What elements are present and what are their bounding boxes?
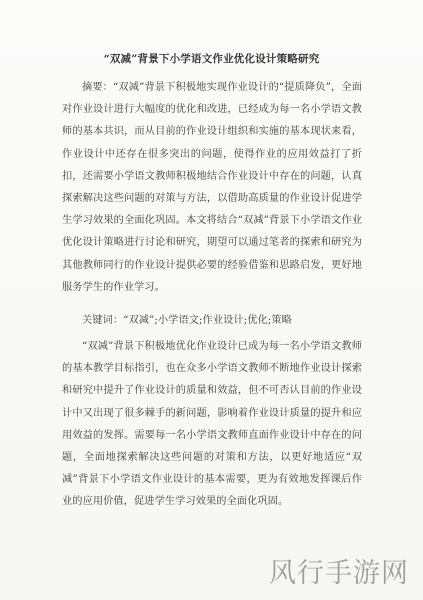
keywords-line: 关键词：“双减”;小学语文;作业设计;优化;策略 [82,315,292,326]
body-paragraph: “双减”背景下积极地优化作业设计已成为每一名小学语文教师的基本教学目标指引，也在众多小学语文教师不断地作业设计探索和研究中提升了作业设计的质量和效益，但不可否认目前的作业设计中又出现了很多棘手的新问题，影响着作业设计质量的提升和应用效益的发挥。需要每一名小学语文教师直面作业设计中存在的问题，全面地探索解决这些问题的对策和方法，以更好地适应“双减”背景下小学语文作业设计的基本需要，更为有效地发挥课后作业的应用价值，促进学生学习效果的全面化巩固。 [62,341,362,508]
paper-title: “双减”背景下小学语文作业优化设计策略研究 [103,53,320,65]
abstract-paragraph: 摘要：“双减”背景下积极地实现作业设计的“提质降负”，全面对作业设计进行大幅度的优化和改进，已经成为每一名小学语文教师的基本共识，而从目前的作业设计组织和实施的基本现状来看，作业设计中还存在很多突出的问题，使得作业的应用效益打了折扣，还需要小学语文教师积极地结合作业设计中存在的问题，认真探索解决这些问题的对策与方法，以借助高质量的作业设计促进学生学习效果的全面化巩固。本文将结合“双减”背景下小学语文作业优化设计策略进行讨论和研究，期望可以通过笔者的探索和研究为其他教师同行的作业设计提供必要的经验借鉴和思路启发，更好地服务学生的作业学习。 [62,82,362,293]
site-watermark: 风行手游网 [269,558,409,589]
